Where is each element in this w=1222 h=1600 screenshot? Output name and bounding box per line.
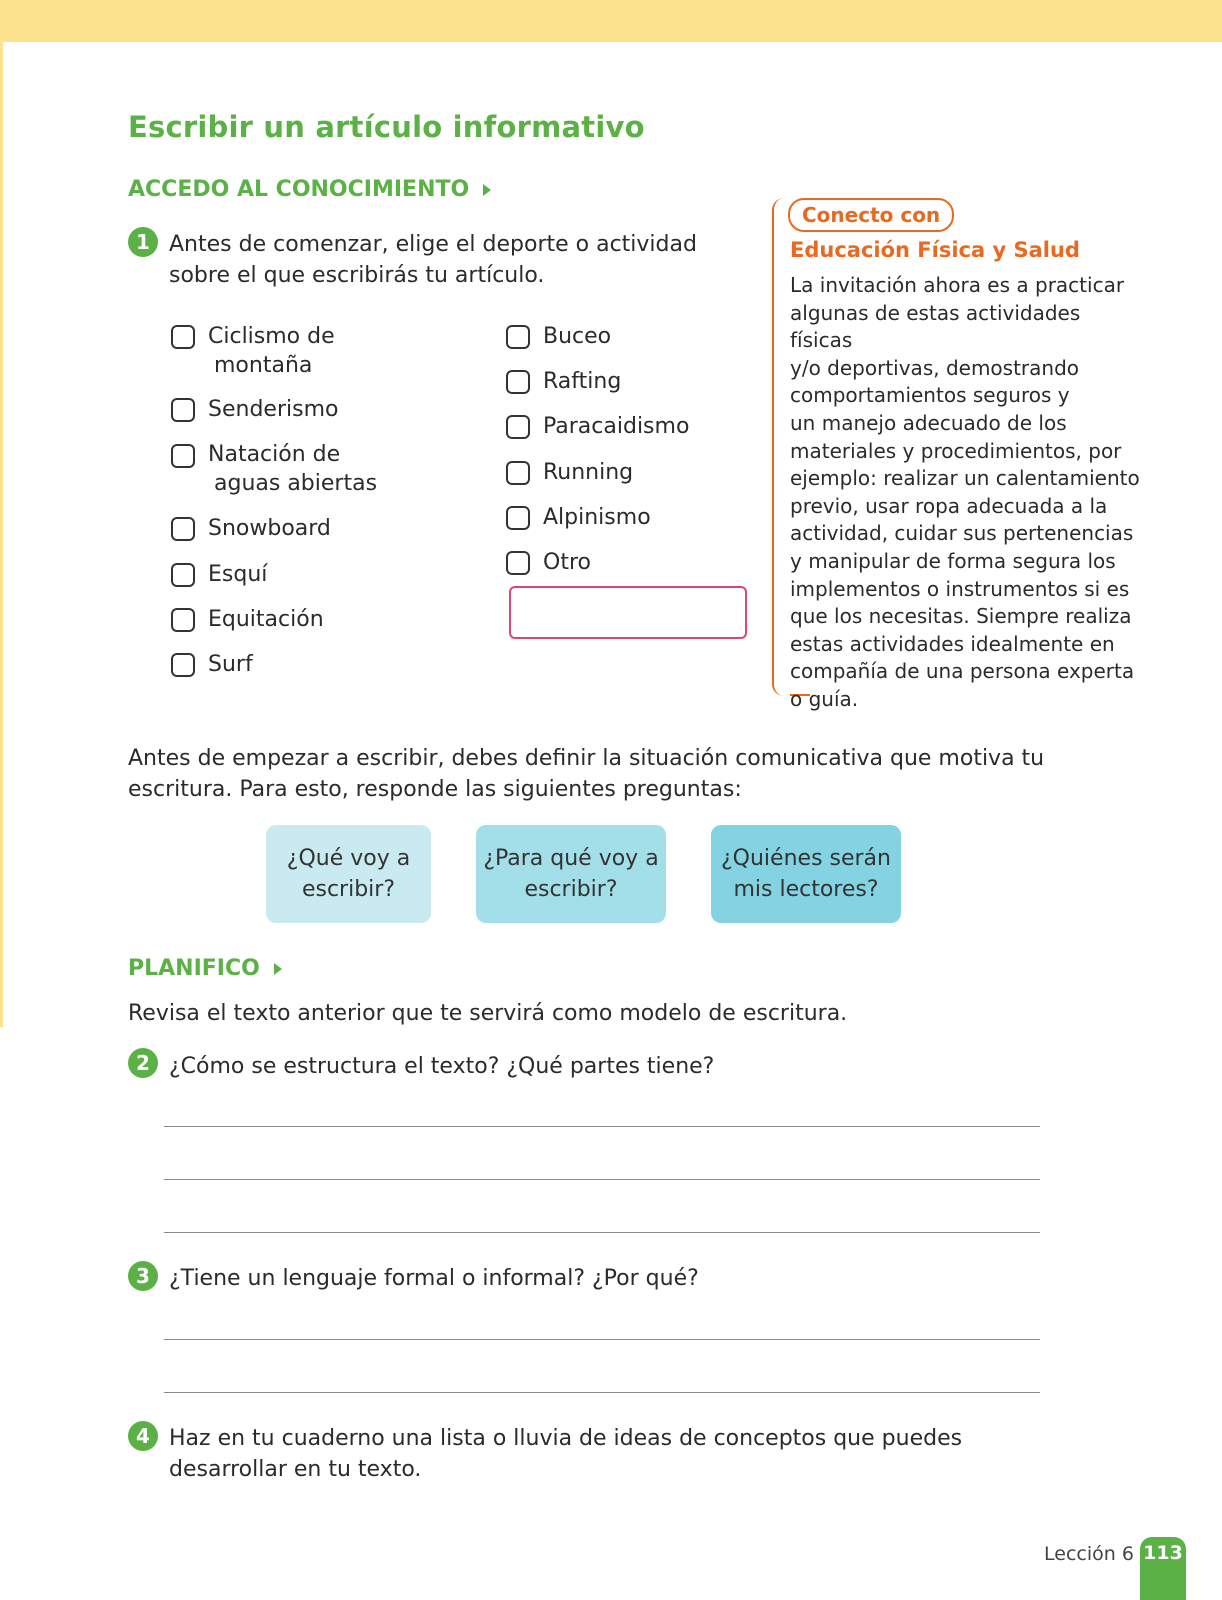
- sidebar-line: o guía.: [790, 686, 859, 711]
- connect-tag: Conecto con: [788, 198, 954, 232]
- checkbox-alpinismo[interactable]: [506, 506, 530, 530]
- question-box-line: ¿Quiénes serán: [721, 846, 891, 871]
- question-box-line: mis lectores?: [733, 877, 879, 902]
- intro-line-1: Antes de empezar a escribir, debes definir la situación comunicativa que motiva tu: [128, 746, 1045, 771]
- sidebar-line: que los necesitas. Siempre realiza: [790, 604, 1132, 629]
- option-label: Snowboard: [208, 516, 331, 541]
- checkbox-senderismo[interactable]: [171, 398, 195, 422]
- sidebar-line: y manipular de forma segura los: [790, 548, 1116, 573]
- question-number-badge: 4: [128, 1421, 158, 1451]
- option-label: Buceo: [543, 324, 612, 349]
- answer-line[interactable]: [164, 1179, 1040, 1180]
- answer-line[interactable]: [164, 1232, 1040, 1233]
- question-number-badge: 2: [128, 1048, 158, 1078]
- intro-line-2: escritura. Para esto, responde las siguientes preguntas:: [128, 777, 742, 802]
- question-4-line-2: desarrollar en tu texto.: [169, 1457, 422, 1482]
- checkbox-running[interactable]: [506, 461, 530, 485]
- sidebar-bracket: [772, 198, 784, 696]
- sidebar-heading: Educación Física y Salud: [790, 238, 1080, 262]
- question-1-line-1: Antes de comenzar, elige el deporte o actividad: [169, 232, 697, 257]
- sidebar-line: previo, usar ropa adecuada a la: [790, 493, 1108, 518]
- answer-line[interactable]: [164, 1392, 1040, 1393]
- question-number-badge: 3: [128, 1261, 158, 1291]
- question-2-text: ¿Cómo se estructura el texto? ¿Qué partes tiene?: [169, 1054, 715, 1079]
- sidebar-line: estas actividades idealmente en: [790, 631, 1115, 656]
- sidebar-line: implementos o instrumentos si es: [790, 576, 1130, 601]
- sidebar-line: comportamientos seguros y: [790, 383, 1070, 408]
- sidebar-line: ejemplo: realizar un calentamiento: [790, 466, 1140, 491]
- checkbox-natacion[interactable]: [171, 444, 195, 468]
- left-color-edge: [0, 42, 3, 1027]
- option-label: Alpinismo: [543, 505, 651, 530]
- question-box-quienes: [711, 825, 901, 923]
- option-label-cont: aguas abiertas: [214, 471, 378, 496]
- option-label: Running: [543, 460, 634, 485]
- option-label: Otro: [543, 550, 591, 575]
- sidebar-line: actividad, cuidar sus pertenencias: [790, 521, 1134, 546]
- planifico-text: Revisa el texto anterior que te servirá como modelo de escritura.: [128, 1001, 848, 1026]
- question-4-line-1: Haz en tu cuaderno una lista o lluvia de ideas de conceptos que puedes: [169, 1426, 963, 1451]
- checkbox-esqui[interactable]: [171, 563, 195, 587]
- answer-line[interactable]: [164, 1126, 1040, 1127]
- question-box-line: ¿Qué voy a: [286, 846, 411, 871]
- triangle-arrow-icon: [483, 184, 491, 196]
- option-label-cont: montaña: [214, 353, 313, 378]
- question-box-line: ¿Para qué voy a: [483, 846, 659, 871]
- option-label: Ciclismo de: [208, 324, 335, 349]
- option-label: Esquí: [208, 562, 268, 587]
- question-box-que: [266, 825, 431, 923]
- section-heading-acceso: [128, 177, 491, 202]
- question-4-text: [169, 1423, 962, 1485]
- lesson-label: Lección 6: [1044, 1543, 1134, 1565]
- checkbox-surf[interactable]: [171, 653, 195, 677]
- option-label: Equitación: [208, 607, 324, 632]
- sidebar-line: compañía de una persona experta: [790, 659, 1135, 684]
- question-1-text: [169, 229, 697, 291]
- triangle-arrow-icon: [274, 963, 282, 975]
- checkbox-snowboard[interactable]: [171, 517, 195, 541]
- question-number-badge: 1: [128, 227, 158, 257]
- sidebar-line: y/o deportivas, demostrando: [790, 355, 1080, 380]
- answer-line[interactable]: [164, 1339, 1040, 1340]
- checkbox-ciclismo[interactable]: [171, 325, 195, 349]
- section-heading-planifico: [128, 956, 282, 981]
- checkbox-rafting[interactable]: [506, 370, 530, 394]
- section-heading-text: ACCEDO AL CONOCIMIENTO: [128, 177, 470, 202]
- sidebar-line: materiales y procedimientos, por: [790, 438, 1122, 463]
- section-heading-text: PLANIFICO: [128, 956, 260, 981]
- checkbox-buceo[interactable]: [506, 325, 530, 349]
- top-color-band: [0, 0, 1222, 42]
- intro-paragraph: [128, 743, 1044, 805]
- question-box-line: escribir?: [301, 877, 396, 902]
- checkbox-paracaidismo[interactable]: [506, 415, 530, 439]
- sidebar-line: La invitación ahora es a practicar: [790, 273, 1125, 297]
- sidebar-line: algunas de estas actividades físicas: [790, 300, 1081, 353]
- sidebar-line: un manejo adecuado de los: [790, 410, 1067, 435]
- page-number: 113: [1140, 1537, 1186, 1600]
- question-box-line: escribir?: [524, 877, 618, 902]
- page-title: Escribir un artículo informativo: [128, 110, 645, 144]
- option-label: Rafting: [543, 369, 622, 394]
- option-label: Senderismo: [208, 397, 339, 422]
- other-activity-input[interactable]: [509, 586, 747, 639]
- sidebar-text: [790, 272, 1140, 714]
- option-label: Natación de: [208, 442, 341, 467]
- question-box-para-que: [476, 825, 666, 923]
- option-label: Surf: [208, 652, 253, 677]
- question-3-text: ¿Tiene un lenguaje formal o informal? ¿Por qué?: [169, 1266, 699, 1291]
- question-1-line-2: sobre el que escribirás tu artículo.: [169, 263, 545, 288]
- checkbox-otro[interactable]: [506, 551, 530, 575]
- checkbox-equitacion[interactable]: [171, 608, 195, 632]
- option-label: Paracaidismo: [543, 414, 690, 439]
